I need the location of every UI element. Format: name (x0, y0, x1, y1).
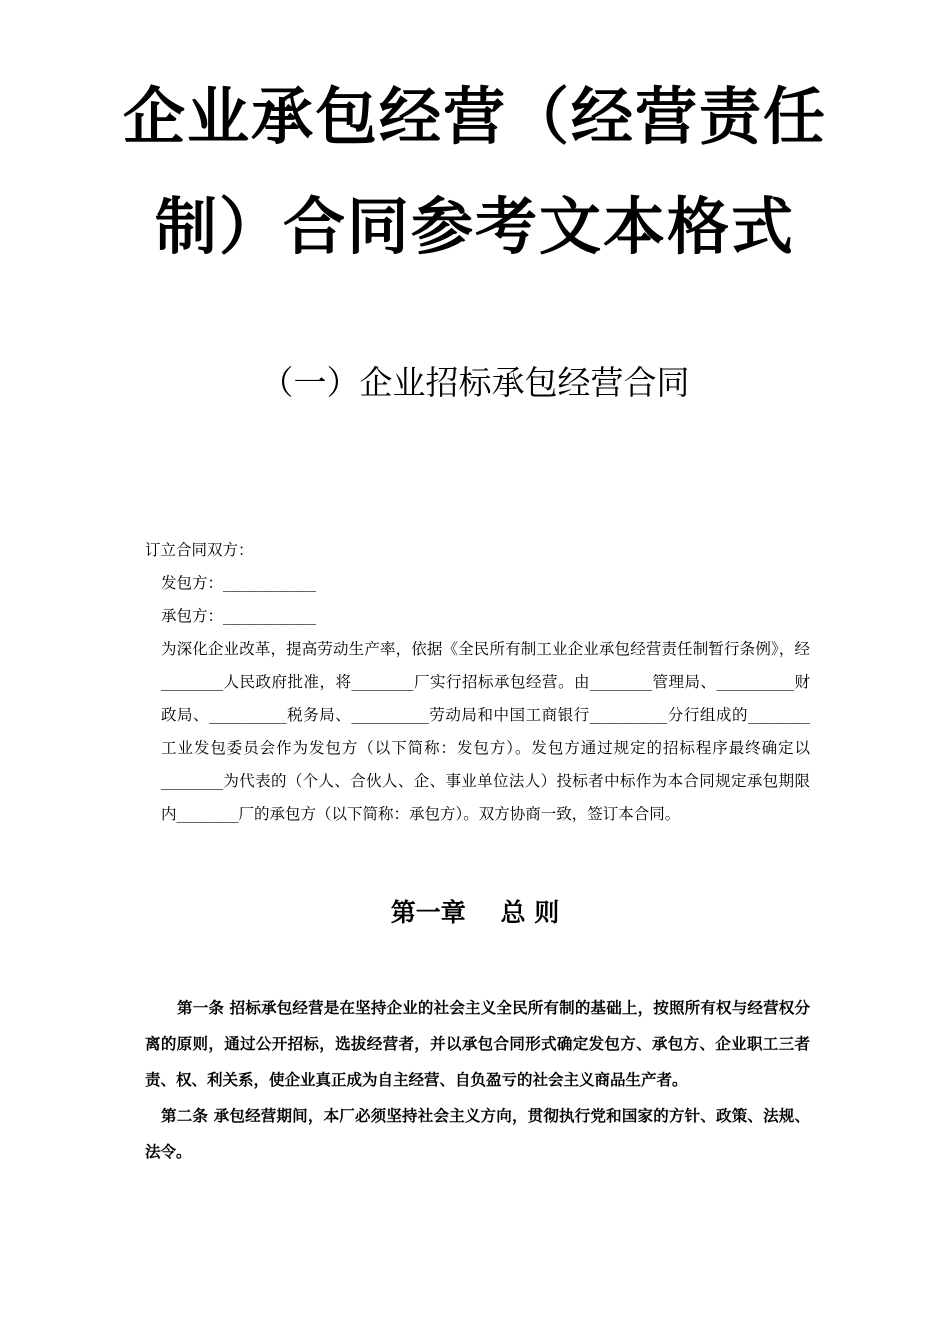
contract-subtitle: （一）企业招标承包经营合同 (260, 363, 690, 402)
document-title-line-1: 企业承包经营（经营责任 (122, 80, 827, 153)
party-b-line: 承包方：____________ (161, 607, 317, 625)
article-1: 第一条 招标承包经营是在坚持企业的社会主义全民所有制的基础上，按照所有权与经营权分离的原则，通过公开招标，选拔经营者，并以承包合同形式确定发包方、承包方、企业职工三者责、权、利关系，使企业真正成为自主经营、自负盈亏的社会主义商品生产者。 (145, 998, 810, 1089)
party-a-line: 发包方：____________ (161, 574, 317, 592)
contract-body (145, 534, 810, 831)
preamble-paragraph: 为深化企业改革，提高劳动生产率，依据《全民所有制工业企业承包经营责任制暂行条例》，经________人民政府批准，将________厂实行招标承包经营。由________管理局、__________财政局、__________税务局、__________劳动局和中国工商银行__________分行组成的________工业发包委员会作为发包方（以下简称：发包方）。发包方通过规定的招标程序最终确定以________为代表的（个人、合伙人、企、事业单位法人）投标者中标作为本合同规定承包期限内________厂的承包方（以下简称：承包方）。双方协商一致，签订本合同。 (161, 640, 810, 823)
articles-section (145, 990, 810, 1170)
chapter-heading: 第一章 总 则 (390, 898, 560, 927)
document-title-line-2: 制）合同参考文本格式 (154, 190, 795, 263)
parties-heading: 订立合同双方： (145, 541, 254, 559)
article-2: 第二条 承包经营期间，本厂必须坚持社会主义方向，贯彻执行党和国家的方针、政策、法规、法令。 (145, 1106, 810, 1161)
